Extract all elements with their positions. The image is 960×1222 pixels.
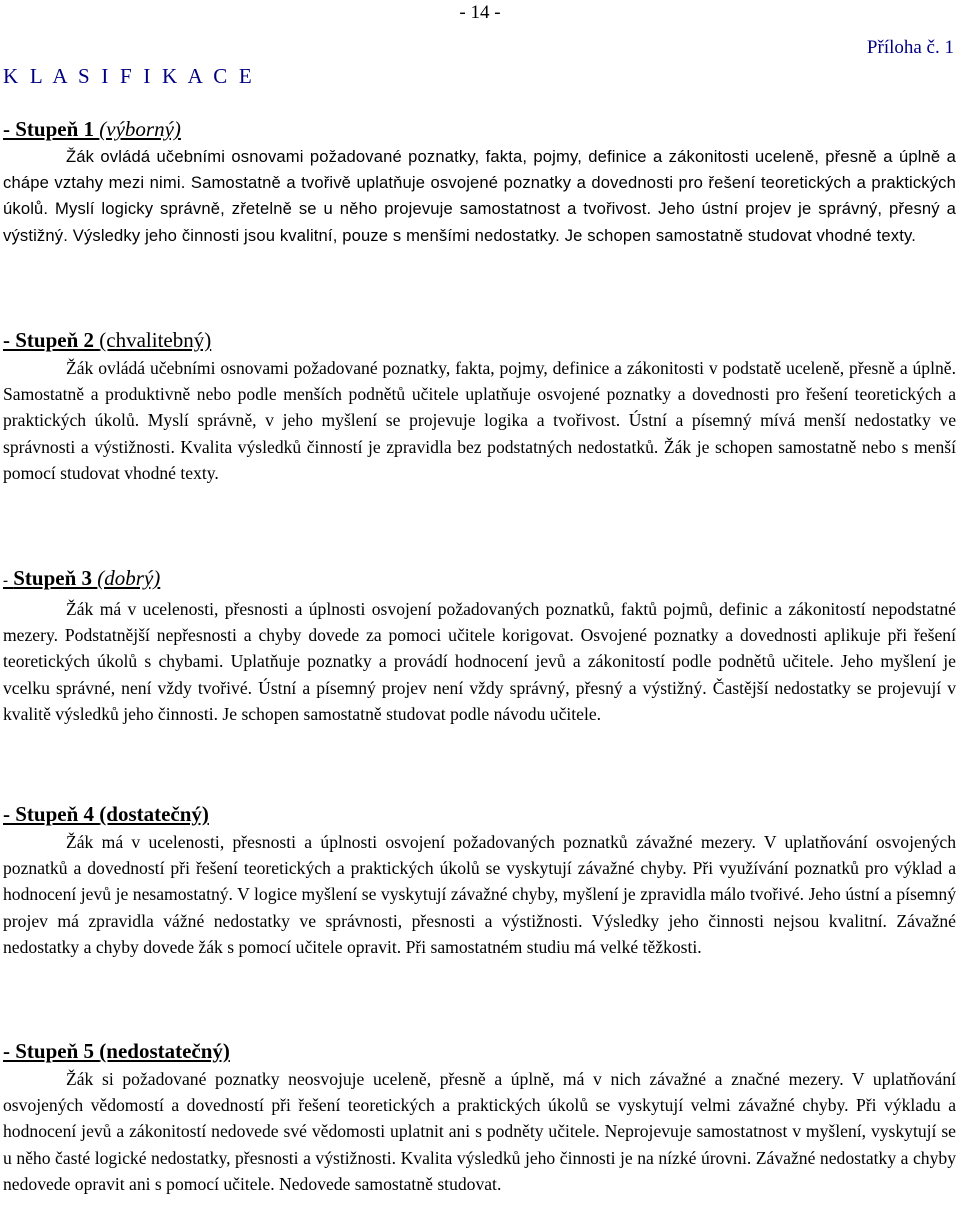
grade-4-prefix: - Stupeň 4 — [3, 802, 95, 826]
grade-4-heading — [3, 801, 956, 827]
grade-2-prefix: - Stupeň 2 — [3, 328, 95, 352]
document-title: K L A S I F I K A C E — [3, 64, 255, 88]
grade-1-name: (výborný) — [99, 117, 181, 141]
grade-4-section — [3, 801, 956, 960]
grade-1-section — [3, 116, 956, 249]
grade-3-text: Žák má v ucelenosti, přesnosti a úplnosti osvojení požadovaných poznatků, faktů pojmů, definic a zákonitostí nepodstatné mezery. Podstatnější nepřesnosti a chyby dovede za pomoci učitele korigovat. Osvojené poznatky a dovednosti aplikuje při řešení teoretických úkolů s chybami. Uplatňuje poznatky a provádí hodnocení jevů a zákonitostí podle podnětů učitele. Jeho myšlení je vcelku správné, není vždy tvořivé. Ústní a písemný projev není vždy správný, přesný a výstižný. Častější nedostatky se projevují v kvalitě výsledků jeho činnosti. Je schopen samostatně studovat podle návodu učitele. — [3, 599, 956, 724]
grade-1-heading — [3, 116, 956, 142]
grade-3-section — [3, 565, 956, 727]
grade-5-text: Žák si požadované poznatky neosvojuje uceleně, přesně a úplně, má v nich závažné a značné mezery. V uplatňování osvojených vědomostí a dovedností při řešení teoretických a praktických úkolů se vyskytují velmi závažné chyby. Při výkladu a hodnocení jevů a zákonitostí nedovede své vědomosti uplatnit ani s podněty učitele. Neprojevuje samostatnost v myšlení, vyskytují se u něho časté logické nedostatky, přesnosti a výstižnosti. Kvalita výsledků jeho činnosti je na nízké úrovni. Závažné nedostatky a chyby nedovede opravit ani s pomocí učitele. Nedovede samostatně studovat. — [3, 1069, 956, 1194]
grade-1-prefix: - Stupeň 1 — [3, 117, 95, 141]
grade-2-section — [3, 327, 956, 486]
grade-5-prefix: - Stupeň 5 — [3, 1039, 95, 1063]
grade-2-text: Žák ovládá učebními osnovami požadované poznatky, fakta, pojmy, definice a zákonitosti v podstatě uceleně, přesně a úplně. Samostatně a produktivně nebo podle menších podnětů učitele uplatňuje osvojené poznatky a dovednosti pro řešení teoretických a praktických úkolů. Myslí správně, v jeho myšlení se projevuje logika a tvořivost. Ústní a písemný mívá menší nedostatky ve správnosti a výstižnosti. Kvalita výsledků činností je zpravidla bez podstatných nedostatků. Žák je schopen samostatně nebo s menší pomocí studovat vhodné texty. — [3, 358, 956, 483]
grade-3-prefix-label: Stupeň 3 — [13, 566, 93, 590]
grade-5-section — [3, 1038, 956, 1197]
page-number: - 14 - — [459, 2, 501, 23]
grade-2-name: (chvalitebný) — [99, 328, 212, 352]
grade-1-text: Žák ovládá učebními osnovami požadované poznatky, fakta, pojmy, definice a zákonitosti uceleně, přesně a úplně a chápe vztahy mezi nimi. Samostatně a tvořivě uplatňuje osvojené poznatky a dovednosti pro řešení teoretických a praktických úkolů. Myslí logicky správně, zřetelně se u něho projevuje samostatnost a tvořivost. Jeho ústní projev je správný, přesný a výstižný. Výsledky jeho činnosti jsou kvalitní, pouze s menšími nedostatky. Je schopen samostatně studovat vhodné texty. — [3, 147, 956, 245]
grade-3-prefix: - — [3, 573, 8, 589]
grade-2-heading — [3, 327, 956, 353]
grade-5-heading — [3, 1038, 956, 1064]
grade-3-name: (dobrý) — [97, 566, 161, 590]
grade-4-text: Žák má v ucelenosti, přesnosti a úplnosti osvojení požadovaných poznatků závažné mezery. V uplatňování osvojených poznatků a dovedností při řešení teoretických a praktických úkolů se vyskytují závažné chyby. Při využívání poznatků pro výklad a hodnocení jevů je nesamostatný. V logice myšlení se vyskytují závažné chyby, myšlení je zpravidla málo tvořivé. Jeho ústní a písemný projev má zpravidla vážné nedostatky ve správnosti, přesnosti a výstižnosti. Výsledky jeho činnosti nejsou kvalitní. Závažné nedostatky a chyby dovede žák s pomocí učitele opravit. Při samostatném studiu má velké těžkosti. — [3, 832, 956, 957]
grade-4-name: (dostatečný) — [99, 802, 209, 826]
appendix-label: Příloha č. 1 — [866, 37, 954, 58]
grade-5-name: (nedostatečný) — [99, 1039, 230, 1063]
grade-3-heading — [3, 565, 956, 594]
